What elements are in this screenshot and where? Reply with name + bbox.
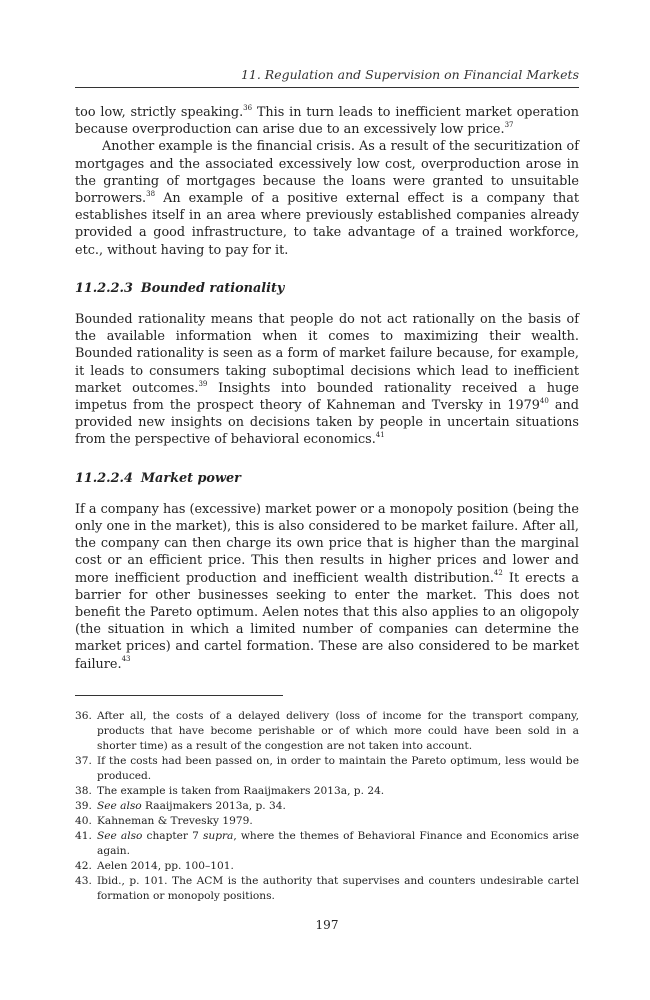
section-title: Bounded rationality (140, 280, 285, 296)
footnote-number: 41. (75, 830, 92, 842)
section-heading-bounded-rationality (75, 280, 579, 297)
paragraph-3 (75, 311, 579, 449)
footnote-text: Aelen 2014, pp. 100–101. (97, 860, 234, 872)
footnote-number: 38. (75, 785, 92, 797)
book-page (75, 0, 579, 1000)
footnote-number: 36. (75, 710, 92, 722)
footnote-rule (75, 695, 283, 696)
footnote-italic: supra (202, 830, 234, 842)
header-rule (75, 87, 579, 88)
footnote-ref-43[interactable]: 43 (121, 655, 131, 664)
section-number: 11.2.2.3 (75, 280, 133, 296)
paragraph-2 (75, 138, 579, 258)
footnote-text: After all, the costs of a delayed delivery (loss of income for the transport company, products that have become perishable or of which more could have been sold in a shorter time) as a result of the congestion are not taken into account. (97, 710, 579, 752)
text-run: An example of a positive external effect is a company that establishes itself in an area where previously established companies already provided a good infrastructure, to take advantage of a trained workforce, etc., without having to pay for it. (75, 191, 579, 258)
body-text (75, 104, 579, 673)
text-run: This in turn leads to inefficient market operation because overproduction can arise due to an excessively low price. (75, 105, 579, 138)
running-head: 11. Regulation and Supervision on Financial Markets (240, 67, 579, 82)
footnote-ref-37[interactable]: 37 (504, 120, 514, 129)
footnote-item (75, 784, 579, 799)
footnote-ref-39[interactable]: 39 (198, 379, 208, 388)
text-run: and provided new insights on decisions taken by people in uncertain situations from the perspective of behavioral economics. (75, 398, 579, 448)
footnote-text: chapter 7 (142, 830, 203, 842)
page-number: 197 (315, 918, 339, 932)
footnote-item (75, 874, 579, 904)
text-run: Bounded rationality means that people do not act rationally on the basis of the available information when it comes to maximizing their wealth. Bounded rationality is seen as a form of market failure because, for example, it leads to consumers taking suboptimal decisions which lead to inefficient market outcomes. (75, 312, 579, 396)
footnote-number: 40. (75, 815, 92, 827)
footnote-ref-41[interactable]: 41 (375, 431, 385, 440)
footnote-italic: See also (97, 800, 142, 812)
footnote-ref-38[interactable]: 38 (146, 189, 156, 198)
footnote-item (75, 814, 579, 829)
footnote-item (75, 754, 579, 784)
footnote-ref-42[interactable]: 42 (493, 569, 503, 578)
footnote-text: If the costs had been passed on, in order to maintain the Pareto optimum, less would be produced. (97, 755, 579, 782)
footnote-item (75, 859, 579, 874)
footnote-italic: See also (97, 830, 143, 842)
paragraph-4 (75, 501, 579, 673)
footnote-text: , where the themes of Behavioral Finance and Economics arise again. (97, 830, 579, 857)
text-run: Another example is the financial crisis. As a result of the securitization of mortgages and the associated excessively low cost, overproduction arose in the granting of mortgages because the loans were granted to unsuitable borrowers. (75, 139, 579, 207)
footnote-item (75, 709, 579, 754)
section-heading-market-power (75, 470, 579, 487)
footnote-number: 43. (75, 875, 92, 887)
paragraph-1 (75, 104, 579, 138)
footnote-item (75, 829, 579, 859)
section-title: Market power (140, 470, 241, 486)
footnote-number: 39. (75, 800, 92, 812)
text-run: It erects a barrier for other businesses seeking to enter the market. This does not benefit the Pareto optimum. Aelen notes that this also applies to an oligopoly (the situation in which a limited number of companies can determine the market prices) and cartel formation. These are also considered to be market failure. (75, 570, 580, 672)
footnote-text: Raaijmakers 2013a, p. 34. (141, 800, 286, 812)
footnote-ref-40[interactable]: 40 (539, 396, 549, 405)
footnote-text: Ibid., p. 101. The ACM is the authority that supervises and counters undesirable cartel formation or monopoly positions. (97, 875, 579, 902)
text-run: Insights into bounded rationality received a huge impetus from the prospect theory of Kahneman and Tversky in 1979 (75, 380, 579, 414)
footnote-number: 37. (75, 755, 92, 767)
footnote-item (75, 799, 579, 814)
footnotes (75, 709, 579, 904)
section-number: 11.2.2.4 (75, 470, 133, 486)
footnote-number: 42. (75, 860, 92, 872)
footnote-ref-36[interactable]: 36 (243, 103, 253, 112)
footnote-text: Kahneman & Trevesky 1979. (97, 815, 253, 827)
footnote-text: The example is taken from Raaijmakers 2013a, p. 24. (97, 785, 385, 797)
text-run: too low, strictly speaking. (75, 105, 244, 120)
text-run: If a company has (excessive) market power or a monopoly position (being the only one in the market), this is also considered to be market failure. After all, the company can then charge its own price that is higher than the marginal cost or an efficient price. This then results in higher prices and lower and more inefficient production and inefficient wealth distribution. (75, 501, 579, 586)
